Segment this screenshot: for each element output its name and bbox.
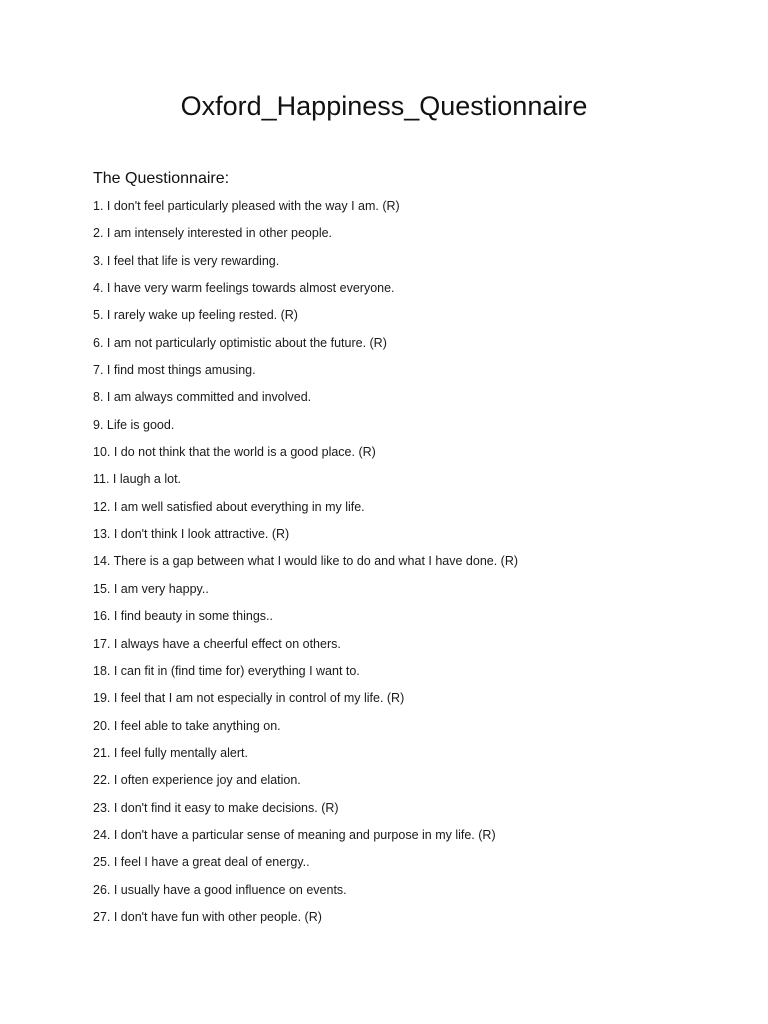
question-item: 23. I don't find it easy to make decisions. (R) [93,800,339,815]
section-heading: The Questionnaire: [93,170,230,187]
question-item: 9. Life is good. [93,417,175,432]
page-title: Oxford_Happiness_Questionnaire [180,91,588,121]
question-list [93,197,518,935]
question-item: 12. I am well satisfied about everything in my life. [93,499,365,514]
question-item: 14. There is a gap between what I would like to do and what I have done. (R) [93,554,519,569]
question-item: 1. I don't feel particularly pleased with the way I am. (R) [93,199,400,213]
question-item: 19. I feel that I am not especially in control of my life. (R) [93,691,405,706]
question-item: 24. I don't have a particular sense of meaning and purpose in my life. (R) [93,827,496,842]
question-item: 20. I feel able to take anything on. [93,718,281,733]
question-item: 26. I usually have a good influence on events. [93,882,347,897]
question-item: 25. I feel I have a great deal of energy.. [93,855,310,870]
question-item: 11. I laugh a lot. [93,472,182,487]
question-item: 21. I feel fully mentally alert. [93,745,248,760]
question-item: 5. I rarely wake up feeling rested. (R) [93,308,298,323]
question-item: 17. I always have a cheerful effect on others. [93,636,341,651]
question-item: 8. I am always committed and involved. [93,390,312,405]
question-item: 4. I have very warm feelings towards almost everyone. [93,281,395,296]
question-item: 13. I don't think I look attractive. (R) [93,527,290,542]
question-item: 7. I find most things amusing. [93,363,256,378]
question-item: 18. I can fit in (find time for) everything I want to. [93,663,360,678]
question-item: 27. I don't have fun with other people. (R) [93,909,322,924]
question-item: 16. I find beauty in some things.. [93,609,273,624]
question-item: 10. I do not think that the world is a good place. (R) [93,445,376,460]
question-item: 22. I often experience joy and elation. [93,773,301,788]
question-item: 3. I feel that life is very rewarding. [93,253,280,268]
question-item: 15. I am very happy.. [93,581,209,596]
question-item: 6. I am not particularly optimistic about the future. (R) [93,335,387,350]
question-item: 2. I am intensely interested in other people. [93,226,333,241]
